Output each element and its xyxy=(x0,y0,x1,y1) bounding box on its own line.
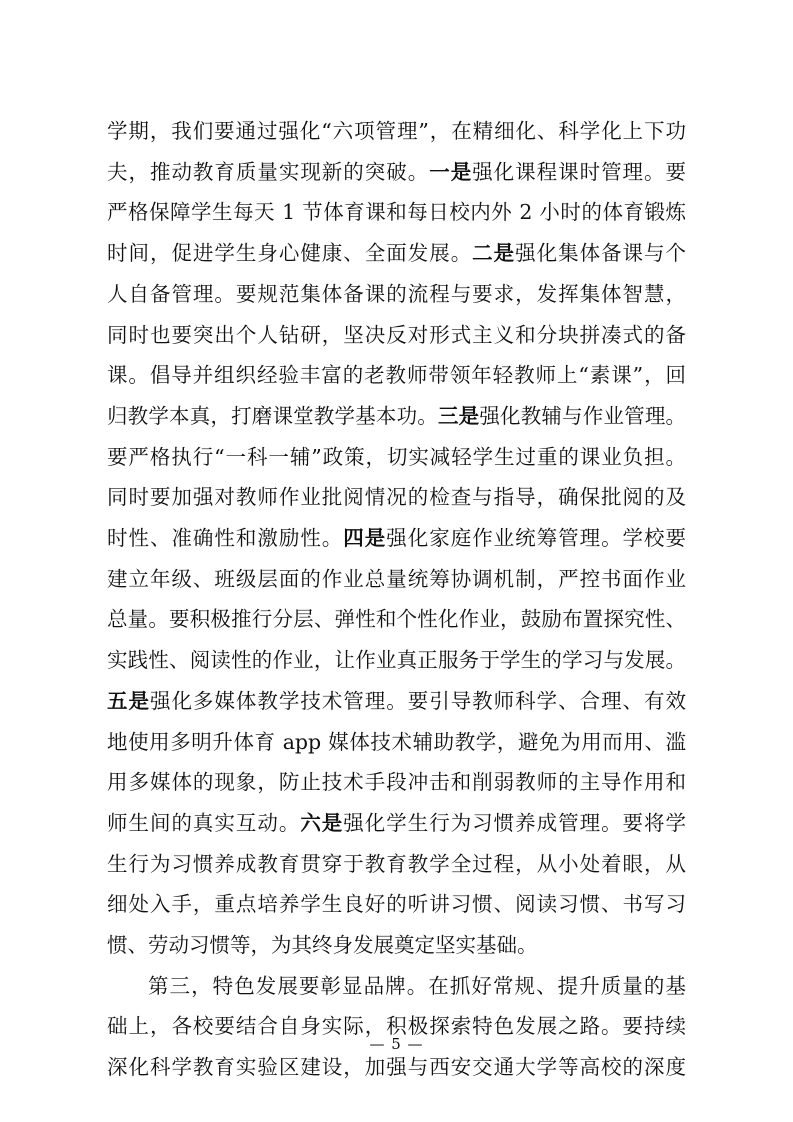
text-run: 夫，推动教育质量实现新的突破。 xyxy=(107,159,430,184)
text-run: 课。倡导并组织经验丰富的老教师带领年轻教师上“素课”，回 xyxy=(107,363,686,388)
text-run: 强化学生行为习惯养成管理。要将学 xyxy=(343,810,686,835)
text-line xyxy=(107,192,686,232)
text-run: 同时要加强对教师作业批阅情况的检查与指导，确保批阅的及 xyxy=(107,485,686,510)
text-line xyxy=(107,884,686,924)
text-run: 人自备管理。要规范集体备课的流程与要求，发挥集体智慧， xyxy=(107,281,686,306)
text-line xyxy=(107,518,686,558)
text-line xyxy=(107,396,686,436)
text-run: 强化课程课时管理。要 xyxy=(472,159,686,184)
bold-run: 一是 xyxy=(429,159,473,184)
text-line xyxy=(148,966,686,1006)
text-run: 强化集体备课与个 xyxy=(515,241,686,266)
text-run: 强化多媒体教学技术管理。要引导教师科学、合理、有效 xyxy=(149,688,686,713)
text-line xyxy=(107,599,686,639)
text-line xyxy=(107,111,686,151)
bold-run: 二是 xyxy=(472,241,516,266)
page-number: — 5 — xyxy=(369,1035,424,1053)
bold-run: 五是 xyxy=(107,688,150,713)
text-run: 第三，特色发展要彰显品牌。在抓好常规、提升质量的基 xyxy=(148,973,686,998)
text-run: 强化教辅与作业管理。 xyxy=(479,403,686,428)
text-line xyxy=(107,925,686,965)
text-run: 惯、劳动习惯等，为其终身发展奠定坚实基础。 xyxy=(107,933,538,957)
text-run: 础上，各校要结合自身实际，积极探索特色发展之路。要持续 xyxy=(107,1014,686,1039)
text-run: 时性、准确性和激励性。 xyxy=(107,526,344,550)
text-run: 要严格执行“一科一辅”政策，切实减轻学生过重的课业负担。 xyxy=(107,444,686,469)
text-line xyxy=(107,152,686,192)
text-line xyxy=(107,559,686,599)
text-line xyxy=(107,355,686,395)
text-run: 学期，我们要通过强化“六项管理”，在精细化、科学化上下功 xyxy=(107,119,686,143)
text-line xyxy=(107,477,686,517)
text-run: 师生间的真实互动。 xyxy=(107,810,301,835)
text-line xyxy=(107,681,686,721)
text-run: 用多媒体的现象，防止技术手段冲击和削弱教师的主导作用和 xyxy=(107,770,686,795)
text-run: 归教学本真，打磨课堂教学基本功。 xyxy=(107,403,438,428)
text-run: 深化科学教育实验区建设，加强与西安交通大学等高校的深度 xyxy=(107,1055,686,1080)
text-run: 总量。要积极推行分层、弹性和个性化作业，鼓励布置探究性、 xyxy=(107,607,686,632)
text-line xyxy=(107,762,686,802)
text-line xyxy=(107,437,686,477)
text-line xyxy=(107,803,686,843)
bold-run: 四是 xyxy=(343,526,387,550)
text-run: 细处入手，重点培养学生良好的听讲习惯、阅读习惯、书写习 xyxy=(107,892,686,917)
bold-run: 六是 xyxy=(300,810,344,835)
text-line xyxy=(107,722,686,762)
bold-run: 三是 xyxy=(437,403,480,428)
text-line xyxy=(107,640,686,680)
text-run: 地使用多明升体育 app 媒体技术辅助教学，避免为用而用、滥 xyxy=(107,729,686,754)
text-line xyxy=(107,844,686,884)
text-run: 时间，促进学生身心健康、全面发展。 xyxy=(107,241,473,266)
text-line xyxy=(107,274,686,314)
text-run: 严格保障学生每天 1 节体育课和每日校内外 2 小时的体育锻炼 xyxy=(107,200,686,225)
text-run: 生行为习惯养成教育贯穿于教育教学全过程，从小处着眼，从 xyxy=(107,851,686,876)
text-line xyxy=(107,1047,686,1087)
text-run: 强化家庭作业统筹管理。学校要 xyxy=(386,526,686,550)
text-run: 建立年级、班级层面的作业总量统筹协调机制，严控书面作业 xyxy=(107,566,686,591)
text-run: 同时也要突出个人钻研，坚决反对形式主义和分块拼凑式的备 xyxy=(107,322,686,347)
text-run: 实践性、阅读性的作业，让作业真正服务于学生的学习与发展。 xyxy=(107,648,686,673)
text-line xyxy=(107,233,686,273)
text-line xyxy=(107,315,686,355)
